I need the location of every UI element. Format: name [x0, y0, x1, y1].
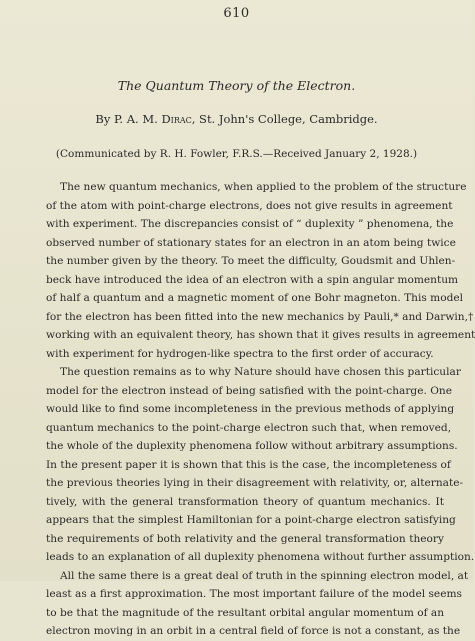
- text-line: quantum mechanics to the point-charge electron such that, when removed,: [46, 421, 452, 434]
- text-line: The question remains as to why Nature should have chosen this particular: [60, 366, 461, 378]
- text-line: The new quantum mechanics, when applied to the problem of the structure: [60, 181, 467, 193]
- page-number: 610: [223, 6, 250, 21]
- text-line: working with an equivalent theory, has shown that it gives results in agreement: [46, 329, 475, 341]
- text-line: for the electron has been fitted into the new mechanics by Pauli,* and Darwin,†: [46, 310, 474, 323]
- text-line: model for the electron instead of being satisfied with the point-charge. One: [46, 384, 452, 397]
- text-line: electron moving in an orbit in a central field of force is not a constant, as the: [46, 625, 461, 637]
- article-title: The Quantum Theory of the Electron.: [117, 78, 356, 93]
- body-text: [46, 178, 475, 641]
- text-line: of half a quantum and a magnetic moment of one Bohr magneton. This model: [46, 292, 464, 304]
- byline-affiliation: , St. John's College, Cambridge.: [191, 112, 378, 126]
- text-line: to be that the magnitude of the resultant orbital angular momentum of an: [46, 606, 445, 619]
- byline-prefix: By P. A. M.: [95, 112, 162, 126]
- text-line: the previous theories lying in their disagreement with relativity, or, alternate-: [46, 477, 464, 489]
- text-line: appears that the simplest Hamiltonian for a point-charge electron satisfying: [46, 514, 456, 526]
- communication-note: (Communicated by R. H. Fowler, F.R.S.—Received January 2, 1928.): [55, 148, 418, 160]
- text-line: with experiment for hydrogen-like spectra to the first order of accuracy.: [46, 347, 434, 360]
- text-line: tively, with the general transformation theory of quantum mechanics. It: [46, 495, 444, 508]
- text-line: the requirements of both relativity and the general transformation theory: [46, 532, 444, 545]
- text-line: the whole of the duplexity phenomena follow without arbitrary assumptions.: [46, 440, 458, 452]
- text-line: leads to an explanation of all duplexity phenomena without further assumption.: [46, 551, 475, 563]
- text-line: All the same there is a great deal of truth in the spinning electron model, at: [60, 569, 469, 582]
- text-line: with experiment. The discrepancies consist of “ duplexity ” phenomena, the: [46, 218, 454, 230]
- text-line: observed number of stationary states for an electron in an atom being twice: [46, 236, 456, 249]
- author-byline: [0, 112, 473, 126]
- text-line: least as a first approximation. The most important failure of the model seems: [46, 588, 462, 600]
- text-line: In the present paper it is shown that this is the case, the incompleteness of: [46, 458, 451, 471]
- text-line: beck have introduced the idea of an electron with a spin angular momentum: [46, 273, 459, 286]
- author-surname: Dirac: [161, 112, 192, 126]
- text-line: the number given by the theory. To meet the difficulty, Goudsmit and Uhlen-: [46, 255, 456, 267]
- text-line: of the atom with point-charge electrons, does not give results in agreement: [46, 199, 453, 212]
- text-line: would like to find some incompleteness in the previous methods of applying: [46, 403, 455, 415]
